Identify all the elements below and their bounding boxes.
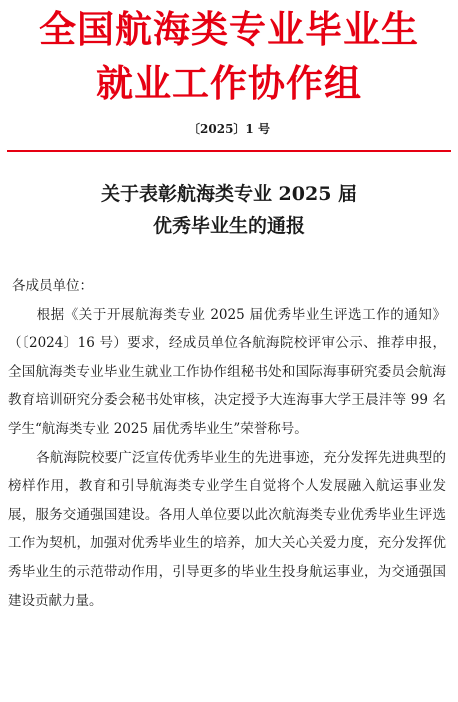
body-paragraph [8, 444, 446, 616]
red-divider-line [7, 150, 451, 152]
body-paragraph [8, 301, 446, 444]
subject-line1: 关于表彰航海类专业 2025 届 [100, 183, 358, 205]
subject-line2: 优秀毕业生的通报 [152, 215, 305, 237]
document-subject [0, 178, 458, 242]
document-header [0, 0, 458, 138]
issuer-title-line1: 全国航海类专业毕业生 [39, 7, 419, 51]
issuer-title-line2: 就业工作协作组 [96, 61, 362, 105]
paragraph-text: 根据《关于开展航海类专业 2025 届优秀毕业生评选工作的通知》（〔2024〕16 号）要求，经成员单位各航海院校评审公示、推荐申报，全国航海类专业毕业生就业工作协作组秘书处和国际海事研究委员会航海教育培训研究分委会秘书处审核，决定授予大连海事大学王晨沣等 99 名学生“航海类专业 2025 届优秀毕业生”荣誉称号。 [8, 306, 446, 437]
addressee: 各成员单位： [12, 278, 93, 294]
document-number: 〔2025〕1 号 [188, 122, 270, 136]
document-body [8, 272, 446, 615]
paragraph-text: 各航海院校要广泛宣传优秀毕业生的先进事迹，充分发挥先进典型的榜样作用，教育和引导航海类专业学生自觉将个人发展融入航运事业发展，服务交通强国建设。各用人单位要以此次航海类专业优秀毕业生评选工作为契机，加强对优秀毕业生的培养，加大关心关爱力度，充分发挥优秀毕业生的示范带动作用，引导更多的毕业生投身航运事业，为交通强国建设贡献力量。 [8, 449, 446, 609]
